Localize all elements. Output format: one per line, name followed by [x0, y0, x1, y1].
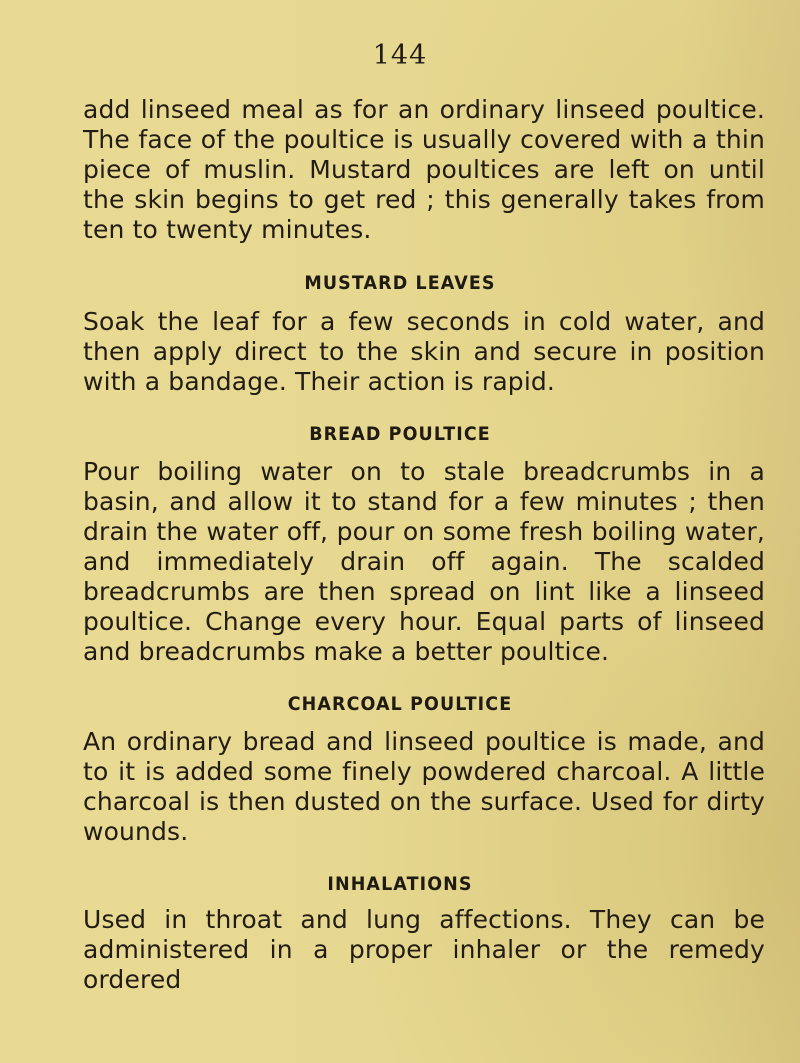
paragraph-inhalations: Used in throat and lung affections. They can be administered in a proper inhaler or the remedy ordered [83, 905, 765, 994]
paragraph-continuation: add linseed meal as for an ordinary linseed poultice. The face of the poultice is usually covered with a thin piece of muslin. Mustard poultices are left on until the skin begins to get red ; this generally takes from ten to twenty minutes. [83, 95, 765, 244]
heading-inhalations: INHALATIONS [327, 873, 473, 895]
heading-mustard-leaves: MUSTARD LEAVES [304, 272, 496, 294]
paragraph-charcoal-poultice: An ordinary bread and linseed poultice is made, and to it is added some finely powdered charcoal. A little charcoal is then dusted on the surface. Used for dirty wounds. [83, 727, 765, 846]
paragraph-mustard-leaves: Soak the leaf for a few seconds in cold water, and then apply direct to the skin and secure in position with a bandage. Their action is rapid. [83, 307, 765, 396]
heading-charcoal-poultice: CHARCOAL POULTICE [287, 693, 513, 715]
paragraph-bread-poultice: Pour boiling water on to stale breadcrumbs in a basin, and allow it to stand for a few minutes ; then drain the water off, pour on some fresh boiling water, and immediately drain off again. The scalded breadcrumbs are then spread on lint like a linseed poultice. Change every hour. Equal parts of linseed and breadcrumbs make a better poultice. [83, 457, 765, 666]
heading-bread-poultice: BREAD POULTICE [309, 423, 491, 445]
page-number: 144 [372, 40, 428, 71]
